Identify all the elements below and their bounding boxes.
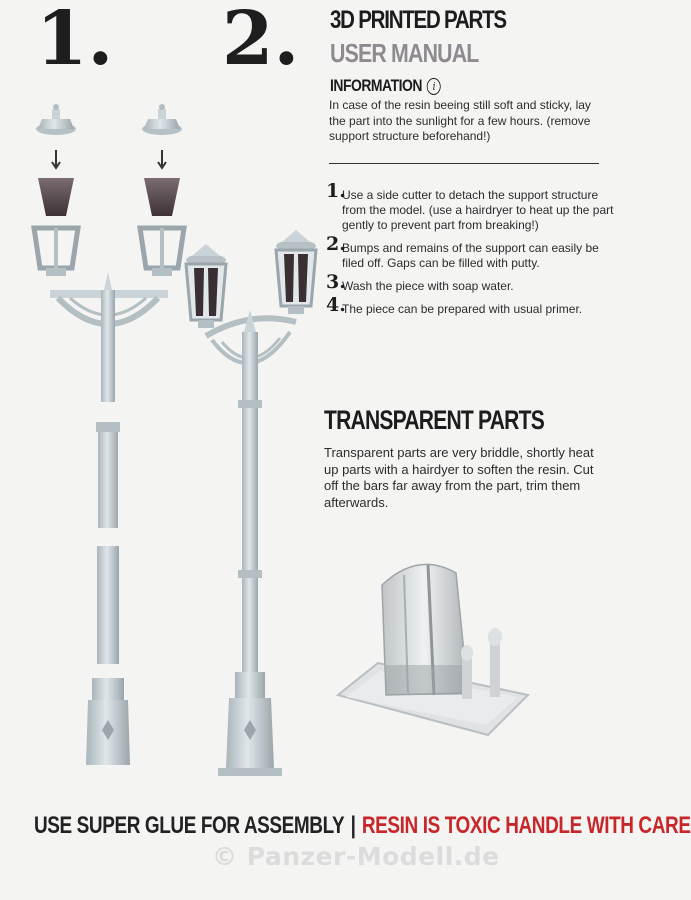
manual-subtitle: USER MANUAL — [330, 38, 479, 68]
information-heading-label: INFORMATION — [330, 76, 422, 95]
instruction-text: Wash the piece with soap water. — [342, 279, 514, 293]
watermark: © Panzer-Modell.de — [212, 842, 500, 871]
step-number-2: 2. — [222, 0, 300, 82]
instruction-number: 4. — [326, 294, 346, 316]
step1-exploded-parts — [34, 104, 184, 765]
instruction-list — [326, 180, 616, 325]
instruction-item — [326, 180, 616, 233]
step-number-1: 1. — [36, 0, 114, 82]
instruction-item — [326, 294, 616, 317]
step2-assembled-lamp — [186, 230, 316, 776]
instruction-text: Bumps and remains of the support can easily be filed off. Gaps can be filled with putty. — [342, 241, 599, 270]
instruction-number: 2. — [326, 233, 346, 255]
footer-glue-note: USE SUPER GLUE FOR ASSEMBLY — [34, 812, 345, 839]
manual-title: 3D PRINTED PARTS — [330, 6, 506, 34]
instruction-number: 1. — [326, 180, 346, 202]
footer-separator: | — [350, 812, 356, 839]
instruction-item — [326, 233, 616, 271]
information-heading — [330, 76, 441, 96]
information-text: In case of the resin beeing still soft and sticky, lay the part into the sunlight for a few hours. (remove support structure beforehand!) — [329, 98, 591, 143]
footer-toxic-warning: RESIN IS TOXIC HANDLE WITH CARE — [361, 812, 691, 839]
instruction-number: 3. — [326, 271, 346, 293]
lamp-assembly-illustration — [0, 100, 320, 800]
instruction-item — [326, 271, 616, 294]
info-icon: i — [427, 78, 441, 95]
transparent-part-photo — [338, 545, 538, 745]
transparent-parts-heading: TRANSPARENT PARTS — [324, 405, 544, 435]
transparent-parts-text: Transparent parts are very briddle, shortly heat up parts with a hairdyer to soften the resin. Cut off the bars far away from the part, trim them afterwards. — [324, 445, 594, 510]
instruction-text: The piece can be prepared with usual primer. — [342, 302, 583, 316]
instruction-text: Use a side cutter to detach the support structure from the model. (use a hairdryer to heat up the part gently to prevent part from breaking!) — [342, 188, 614, 232]
footer-warning — [34, 812, 691, 840]
divider — [329, 163, 599, 164]
